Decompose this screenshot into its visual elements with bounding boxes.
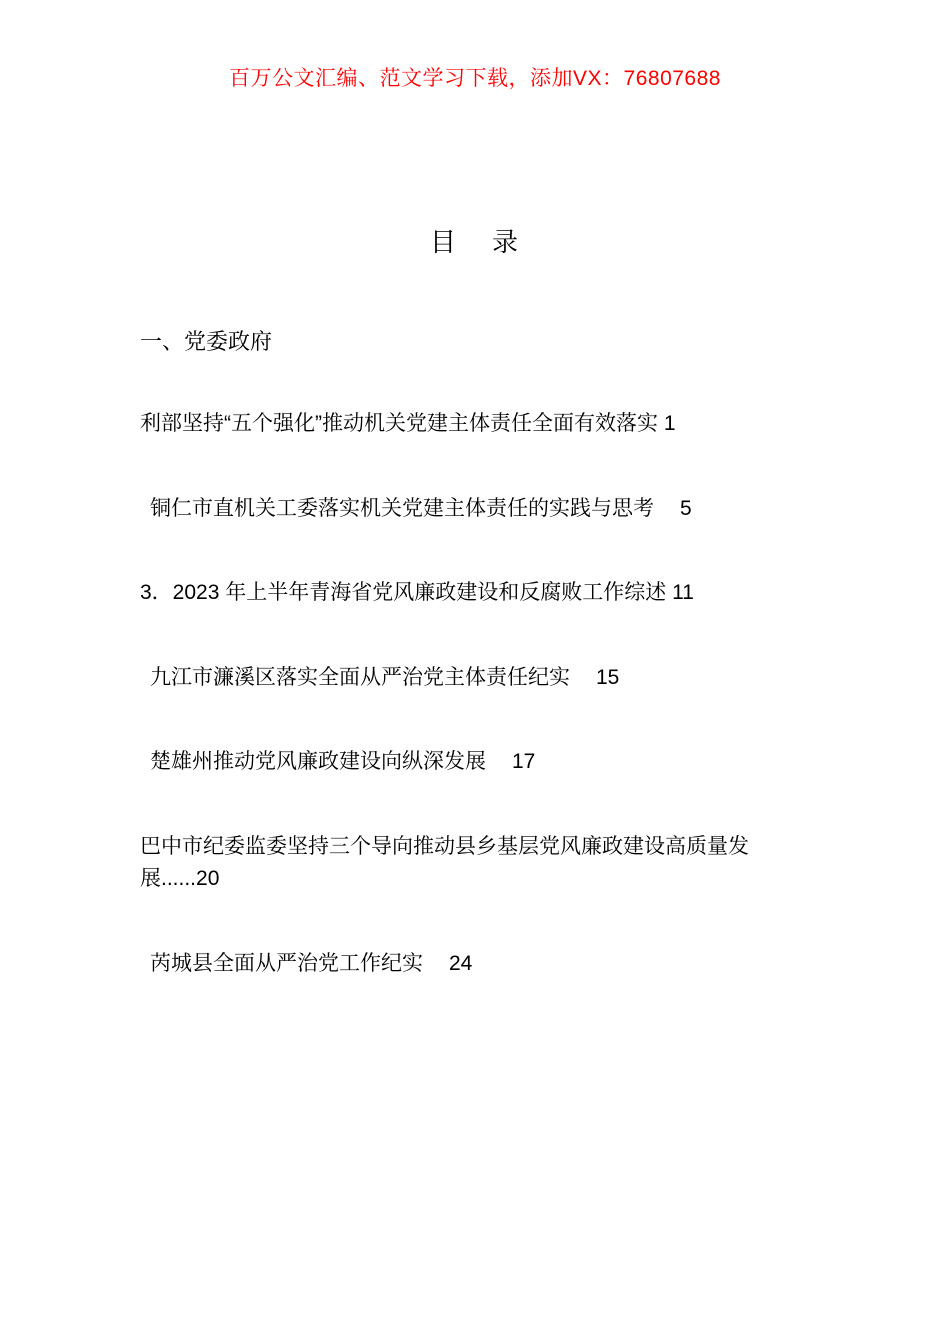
page-title [140, 222, 810, 259]
list-item [140, 408, 810, 441]
toc-entry-page: 17 [512, 750, 536, 774]
toc-entry-page: 24 [449, 951, 473, 975]
watermark-text: 百万公文汇编、范文学习下载，添加VX：76807688 [229, 67, 721, 90]
page-title-left: 目 [429, 228, 458, 257]
toc-entry-text: 芮城县全面从严治党工作纪实 [150, 951, 423, 975]
toc-entry-page: 15 [596, 665, 620, 689]
toc-entry-text: 3．2023 年上半年青海省党风廉政建设和反腐败工作综述 [140, 581, 667, 605]
toc-entry-text: 楚雄州推动党风廉政建设向纵深发展 [150, 750, 486, 774]
toc-entry-page: 5 [680, 496, 692, 520]
list-item [140, 831, 810, 896]
toc-entry-text: 利部坚持“五个强化”推动机关党建主体责任全面有效落实 [140, 412, 658, 435]
list-item [140, 662, 810, 695]
toc-entry-text: 铜仁市直机关工委落实机关党建主体责任的实践与思考 [150, 496, 654, 520]
list-item [140, 493, 810, 526]
toc-entry-page: 1 [663, 412, 676, 435]
toc-entry-page: 11 [672, 581, 694, 605]
list-item [140, 746, 810, 779]
toc-entry-text: 巴中市纪委监委坚持三个导向推动县乡基层党风廉政建设高质量发展...... [140, 834, 749, 891]
list-item [140, 577, 810, 610]
page-title-right: 录 [492, 228, 521, 257]
toc-entry-page: 20 [196, 867, 220, 891]
list-item [140, 948, 810, 981]
toc-entry-text: 九江市濂溪区落实全面从严治党主体责任纪实 [150, 665, 570, 689]
table-of-contents [140, 408, 810, 980]
section-heading: 一、党委政府 [140, 329, 273, 354]
